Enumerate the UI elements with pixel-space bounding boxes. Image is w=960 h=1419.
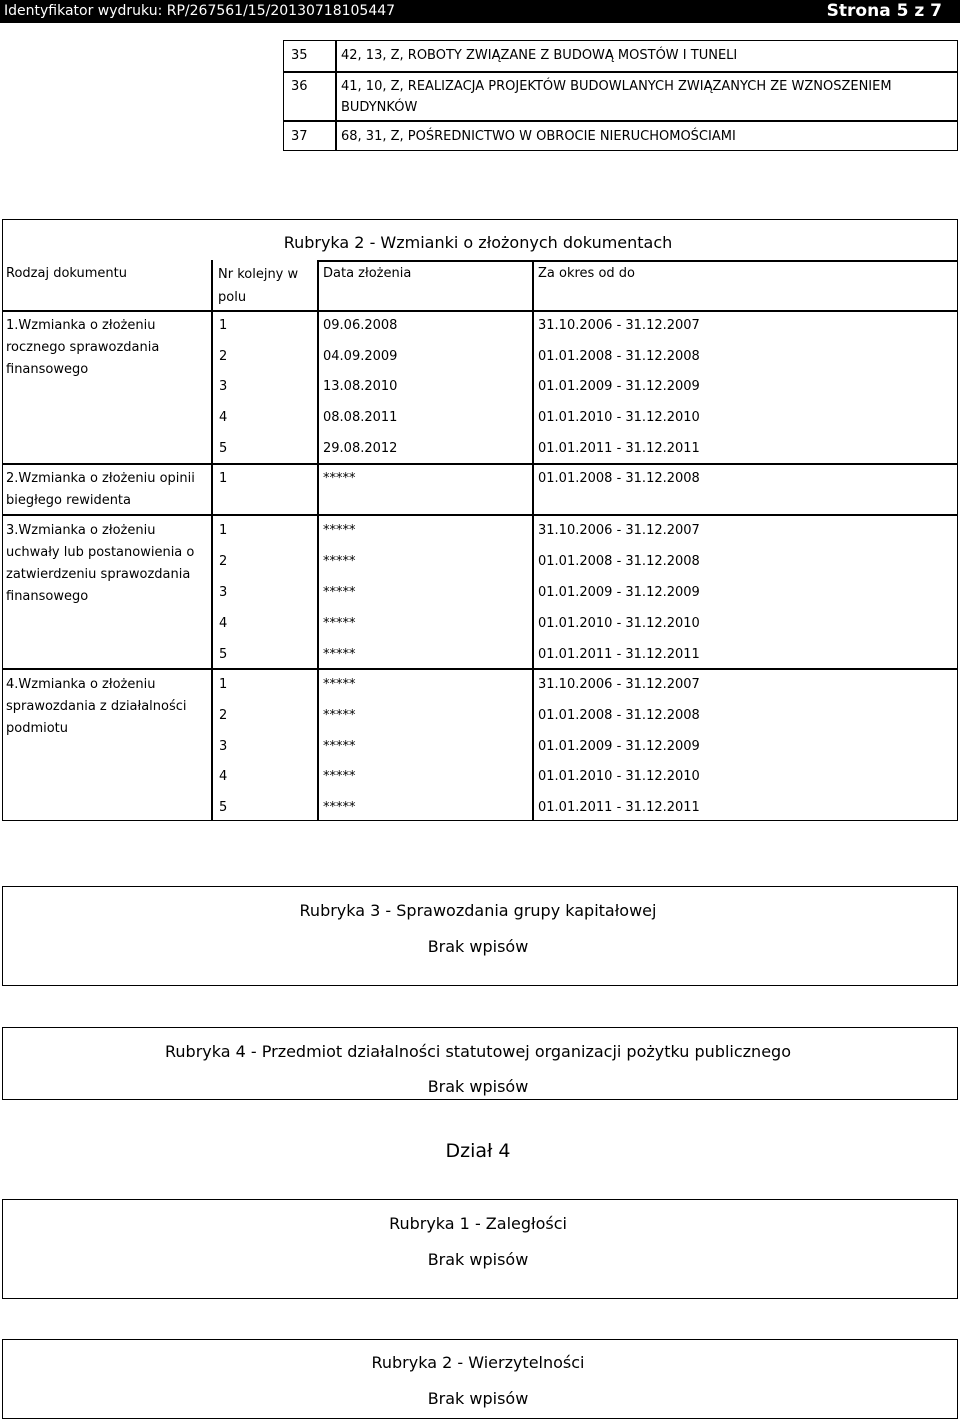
row-nr: 2 (219, 554, 228, 569)
col-header-nr: Nr kolejny w polu (218, 267, 299, 305)
row-date: ***** (323, 708, 356, 723)
row-period: 31.10.2006 - 31.12.2007 (538, 677, 700, 692)
row-nr: 2 (219, 708, 228, 723)
col-divider-date (532, 260, 534, 821)
page-number: Strona 5 z 7 (826, 1, 942, 21)
row-nr: 5 (219, 647, 228, 662)
pkd-row-divider (283, 71, 958, 73)
row-date: ***** (323, 616, 356, 631)
row-date: ***** (323, 647, 356, 662)
row-period: 01.01.2009 - 31.12.2009 (538, 585, 700, 600)
title-divider (317, 260, 958, 262)
pkd-num: 37 (291, 129, 308, 144)
rubryka4-empty: Brak wpisów (427, 1077, 529, 1096)
pkd-row-divider (283, 120, 958, 122)
row-period: 01.01.2008 - 31.12.2008 (538, 708, 700, 723)
col-divider-nr (317, 260, 319, 821)
row-period: 31.10.2006 - 31.12.2007 (538, 523, 700, 538)
row-nr: 5 (219, 441, 228, 456)
rubryka3-title: Rubryka 3 - Sprawozdania grupy kapitałowej (299, 901, 657, 920)
row-nr: 3 (219, 739, 228, 754)
row-period: 01.01.2009 - 31.12.2009 (538, 739, 700, 754)
row-date: 04.09.2009 (323, 349, 398, 364)
row-date: ***** (323, 800, 356, 815)
pkd-num: 35 (291, 48, 308, 63)
row-period: 01.01.2008 - 31.12.2008 (538, 471, 700, 486)
row-date: 13.08.2010 (323, 379, 398, 394)
row-date: ***** (323, 523, 356, 538)
row-nr: 1 (219, 318, 228, 333)
pkd-num: 36 (291, 79, 308, 94)
dzial4-rubryka2-empty: Brak wpisów (427, 1389, 529, 1408)
row-period: 01.01.2011 - 31.12.2011 (538, 800, 700, 815)
col-divider-doc (211, 260, 213, 821)
row-nr: 3 (219, 585, 228, 600)
row-period: 01.01.2010 - 31.12.2010 (538, 769, 700, 784)
row-date: 08.08.2011 (323, 410, 398, 425)
row-nr: 5 (219, 800, 228, 815)
pkd-col-divider (335, 40, 337, 151)
row-date: ***** (323, 585, 356, 600)
doc-type: 3.Wzmianka o złożeniu uchwały lub postanowienia o zatwierdzeniu sprawozdania finansowego (6, 523, 195, 604)
row-date: 29.08.2012 (323, 441, 398, 456)
doc-type: 1.Wzmianka o złożeniu rocznego sprawozdania finansowego (6, 318, 160, 377)
row-period: 01.01.2010 - 31.12.2010 (538, 410, 700, 425)
row-period: 31.10.2006 - 31.12.2007 (538, 318, 700, 333)
row-date: ***** (323, 677, 356, 692)
row-period: 01.01.2010 - 31.12.2010 (538, 616, 700, 631)
pkd-text: 68, 31, Z, POŚREDNICTWO W OBROCIE NIERUCHOMOŚCIAMI (341, 129, 736, 144)
doc-type: 2.Wzmianka o złożeniu opinii biegłego rewidenta (6, 471, 195, 508)
rubryka4-title: Rubryka 4 - Przedmiot działalności statutowej organizacji pożytku publicznego (165, 1042, 791, 1061)
print-header (0, 0, 960, 23)
col-header-period: Za okres od do (538, 266, 635, 281)
rubryka3-empty: Brak wpisów (427, 937, 529, 956)
row-nr: 2 (219, 349, 228, 364)
dzial4-rubryka1-empty: Brak wpisów (427, 1250, 529, 1269)
print-identifier: Identyfikator wydruku: RP/267561/15/20130718105447 (4, 3, 396, 19)
row-nr: 4 (219, 410, 228, 425)
row-nr: 3 (219, 379, 228, 394)
group-divider (2, 463, 958, 465)
row-period: 01.01.2008 - 31.12.2008 (538, 349, 700, 364)
group-divider (2, 514, 958, 516)
pkd-text: 42, 13, Z, ROBOTY ZWIĄZANE Z BUDOWĄ MOSTÓW I TUNELI (341, 48, 738, 63)
row-period: 01.01.2011 - 31.12.2011 (538, 647, 700, 662)
row-period: 01.01.2011 - 31.12.2011 (538, 441, 700, 456)
pkd-text: 41, 10, Z, REALIZACJA PROJEKTÓW BUDOWLANYCH ZWIĄZANYCH ZE WZNOSZENIEM BUDYNKÓW (341, 79, 892, 115)
col-header-date: Data złożenia (323, 266, 412, 281)
row-nr: 4 (219, 769, 228, 784)
doc-type: 4.Wzmianka o złożeniu sprawozdania z działalności podmiotu (6, 677, 187, 736)
col-header-doc: Rodzaj dokumentu (6, 266, 127, 281)
row-date: ***** (323, 471, 356, 486)
row-date: ***** (323, 554, 356, 569)
header-divider (2, 310, 958, 312)
dzial4-rubryka2-title: Rubryka 2 - Wierzytelności (371, 1353, 585, 1372)
row-period: 01.01.2008 - 31.12.2008 (538, 554, 700, 569)
row-date: ***** (323, 769, 356, 784)
row-nr: 1 (219, 677, 228, 692)
row-date: 09.06.2008 (323, 318, 398, 333)
row-nr: 4 (219, 616, 228, 631)
dzial4-rubryka1-title: Rubryka 1 - Zaległości (389, 1214, 567, 1233)
group-divider (2, 668, 958, 670)
row-nr: 1 (219, 523, 228, 538)
row-nr: 1 (219, 471, 228, 486)
row-date: ***** (323, 739, 356, 754)
rubryka2-title: Rubryka 2 - Wzmianki o złożonych dokumentach (283, 233, 673, 252)
section-title: Dział 4 (445, 1140, 511, 1162)
row-period: 01.01.2009 - 31.12.2009 (538, 379, 700, 394)
